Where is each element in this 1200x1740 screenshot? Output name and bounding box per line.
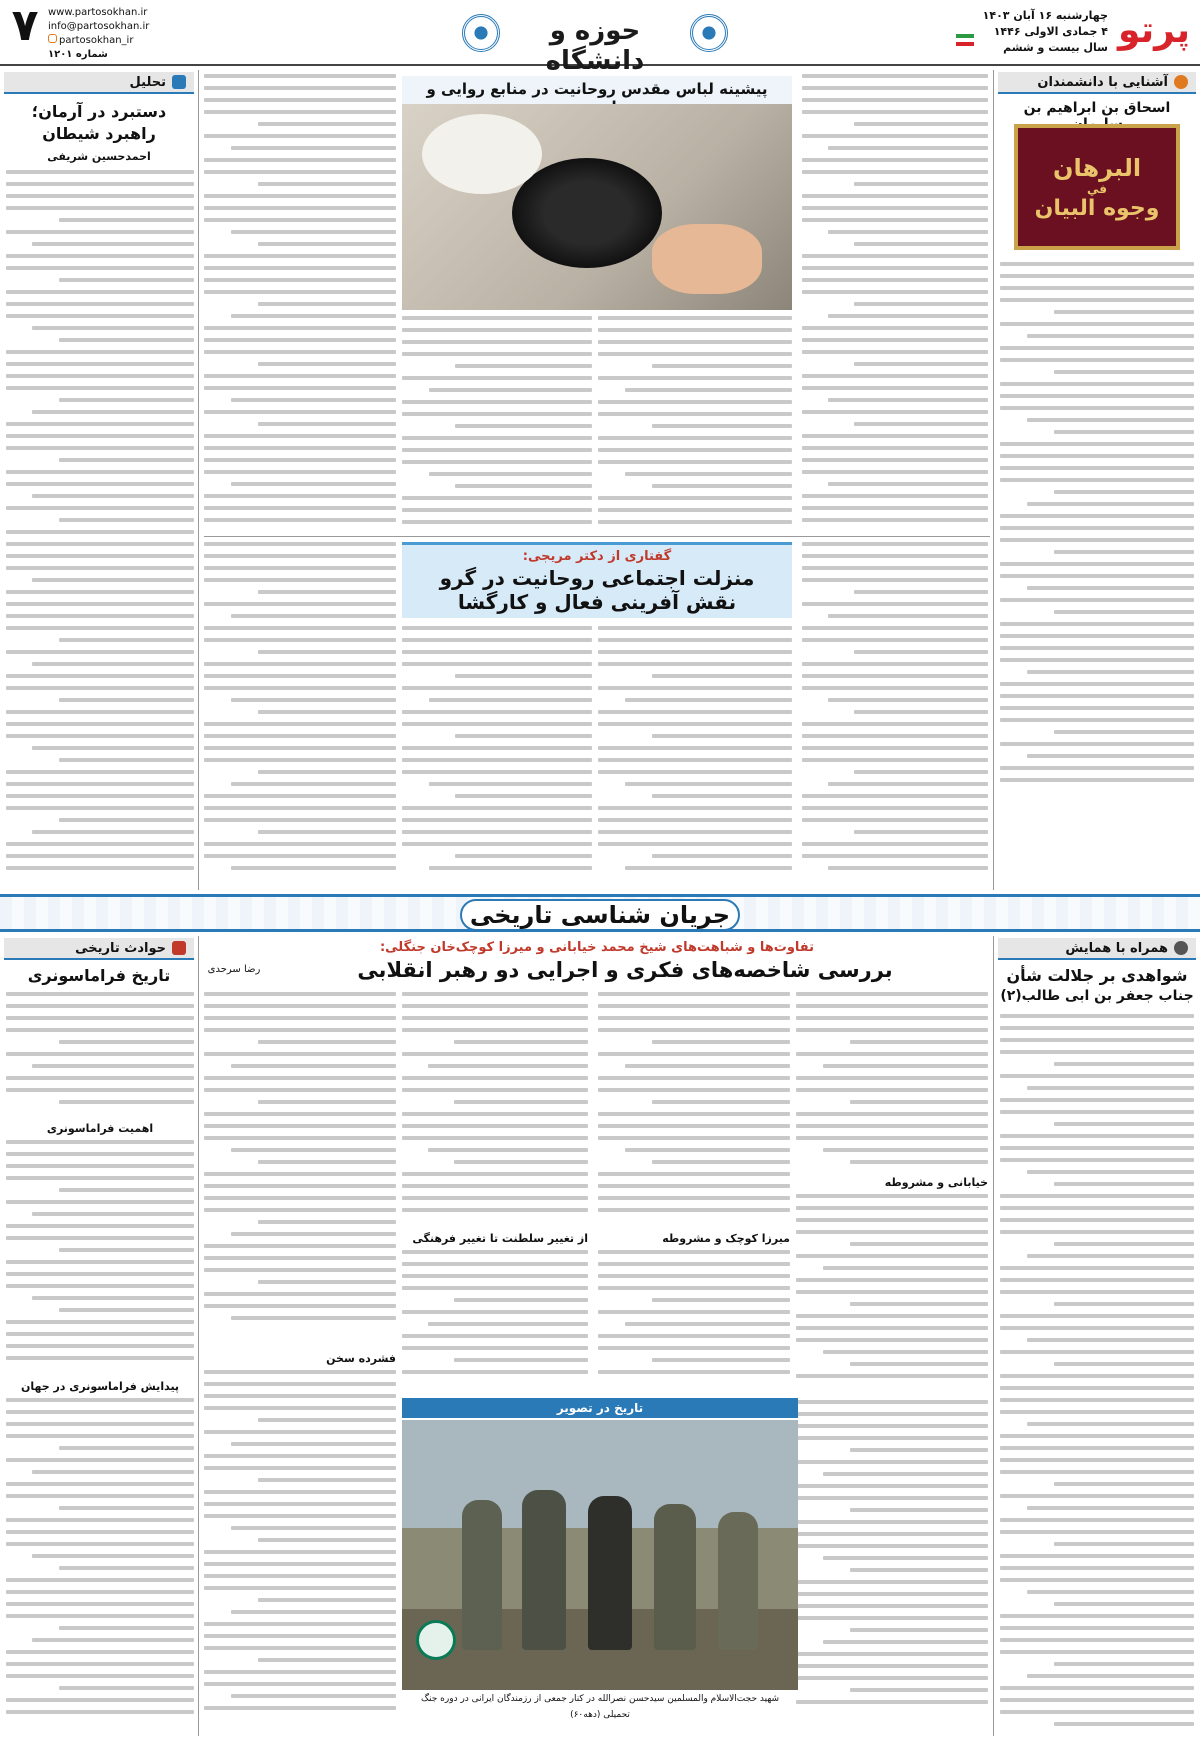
book-cover-subtitle: وجوه البيان <box>1034 195 1160 221</box>
column-divider <box>198 70 199 890</box>
companion-title-line1: شواهدی بر جلالت شأن <box>1006 966 1188 985</box>
feature-author: رضا سرحدی <box>207 964 261 975</box>
clergy-body-col1 <box>598 316 792 530</box>
analysis-author: احمدحسین شریفی <box>47 150 151 163</box>
feature-col3 <box>402 992 588 1228</box>
interview-title-line2: نقش آفرینی فعال و کارگشا <box>457 590 737 614</box>
clergy-body-col2 <box>402 316 592 530</box>
freemasonry-body <box>6 992 194 1118</box>
history-photo <box>402 1420 798 1690</box>
feature-col3b <box>402 1250 588 1394</box>
interview-title-line1: منزلت اجتماعی روحانیت در گرو <box>439 566 755 590</box>
clergy-title: پیشینه لباس مقدس روحانیت در منابع روایی و <box>402 76 792 120</box>
book-cover-connector: في <box>1087 181 1107 196</box>
interview-body-col1 <box>598 626 792 882</box>
book-cover-image <box>1014 124 1180 250</box>
interview-body-col2 <box>402 626 592 882</box>
flag-icon <box>956 34 974 46</box>
hands-shape <box>652 224 762 294</box>
date-block <box>978 8 1108 56</box>
feature-col1b <box>796 1194 988 1394</box>
photo-caption-line1: شهید حجت‌الاسلام والمسلمین سیدحسن نصرالله در کنار جمعی از رزمندگان ایرانی در دوره جنگ <box>420 1694 780 1704</box>
clergy-body-left <box>204 74 396 530</box>
clergy-photo <box>402 104 792 310</box>
feature-col2 <box>598 992 790 1228</box>
contact-block <box>48 6 158 62</box>
analysis-body <box>6 170 194 884</box>
conference-icon <box>1174 941 1188 955</box>
calendar-icon <box>172 941 186 955</box>
feature-col2b <box>598 1250 790 1394</box>
date-lunar: ۴ جمادی الاولی ۱۴۴۶ <box>993 25 1108 38</box>
column-divider <box>993 936 994 1736</box>
freemasonry-body-3 <box>6 1398 194 1734</box>
feature-title: بررسی شاخصه‌های فکری و اجرایی دو رهبر انقلابی <box>357 958 893 982</box>
photo-header: تاریخ در تصویر <box>402 1398 798 1418</box>
horizontal-divider <box>204 536 990 537</box>
feature-subhead-2: میرزا کوچک و مشروطه <box>662 1232 790 1245</box>
history-banner <box>0 894 1200 932</box>
freemasonry-subhead-1: اهمیت فراماسونری <box>46 1122 154 1135</box>
feature-subhead-1: خیابانی و مشروطه <box>884 1176 988 1189</box>
history-events-header: حوادث تاریخی <box>4 938 194 960</box>
logo[interactable]: پرتو <box>1118 10 1190 51</box>
analysis-title-line1: دستبرد در آرمان؛ <box>31 102 167 121</box>
freemasonry-subhead-2: پیدایش فراماسونری در جهان <box>20 1380 180 1393</box>
banner-title: جریان شناسی تاریخی <box>460 899 740 931</box>
analysis-icon <box>172 75 186 89</box>
freemasonry-title: تاریخ فراماسونری <box>27 966 171 985</box>
person-figure <box>588 1496 632 1650</box>
photo-caption-line2: تحمیلی (دهه۶۰) <box>570 1710 630 1720</box>
scholar-body <box>1000 262 1194 796</box>
feature-col4 <box>204 992 396 1348</box>
feature-col1c <box>796 1400 988 1734</box>
page-number: ۷ <box>11 0 39 51</box>
email-link[interactable]: info@partosokhan.ir <box>48 21 150 32</box>
white-turban-shape <box>422 114 542 194</box>
scholars-header: آشنایی با دانشمندان <box>998 72 1196 94</box>
ornament-icon-left <box>462 14 500 52</box>
volume-year: سال بیست و ششم <box>1003 41 1108 54</box>
website-link[interactable]: www.partosokhan.ir <box>48 7 148 18</box>
feature-col4b <box>204 1370 396 1734</box>
column-divider <box>198 936 199 1736</box>
person-figure <box>522 1490 566 1650</box>
companion-body <box>1000 1014 1194 1734</box>
social-handle[interactable]: partosokhan_ir <box>48 34 158 48</box>
column-divider <box>993 70 994 890</box>
book-cover-title: البرهان <box>1052 153 1142 182</box>
person-figure <box>718 1512 758 1650</box>
interview-kicker: گفتاری از دکتر مریجی: <box>522 549 672 564</box>
companion-header: همراه با همایش <box>998 938 1196 960</box>
person-figure <box>654 1504 696 1650</box>
archive-logo-icon <box>416 1620 456 1660</box>
clergy-body-right <box>802 74 988 534</box>
masthead <box>0 0 1200 76</box>
scholar-icon <box>1174 75 1188 89</box>
analysis-header: تحلیل <box>4 72 194 94</box>
companion-title-line2: جناب جعفر بن ابی طالب(۲) <box>1000 988 1194 1004</box>
analysis-title-line2: راهبرد شیطان <box>42 124 156 143</box>
person-figure <box>462 1500 502 1650</box>
feature-kicker: تفاوت‌ها و شباهت‌های شیخ محمد خیابانی و میرزا کوچک‌خان جنگلی: <box>379 940 815 955</box>
date-solar: چهارشنبه ۱۶ آبان ۱۴۰۳ <box>982 9 1108 22</box>
interview-body-right <box>802 542 988 882</box>
feature-col1 <box>796 992 988 1172</box>
turban-shape <box>512 158 662 268</box>
scholar-title: اسحاق بن ابراهیم بن <box>1023 100 1171 116</box>
feature-subhead-3: از تغییر سلطنت تا تغییر فرهنگی <box>412 1232 588 1245</box>
interview-box <box>402 542 792 618</box>
feature-subhead-4: فشرده سخن <box>326 1352 396 1365</box>
instagram-icon <box>48 34 57 43</box>
section-title: حوزه و دانشگاه <box>545 16 645 76</box>
interview-body-left <box>204 542 396 882</box>
issue-number: شماره ۱۲۰۱ <box>48 49 108 60</box>
freemasonry-body-2 <box>6 1140 194 1376</box>
ornament-icon-right <box>690 14 728 52</box>
